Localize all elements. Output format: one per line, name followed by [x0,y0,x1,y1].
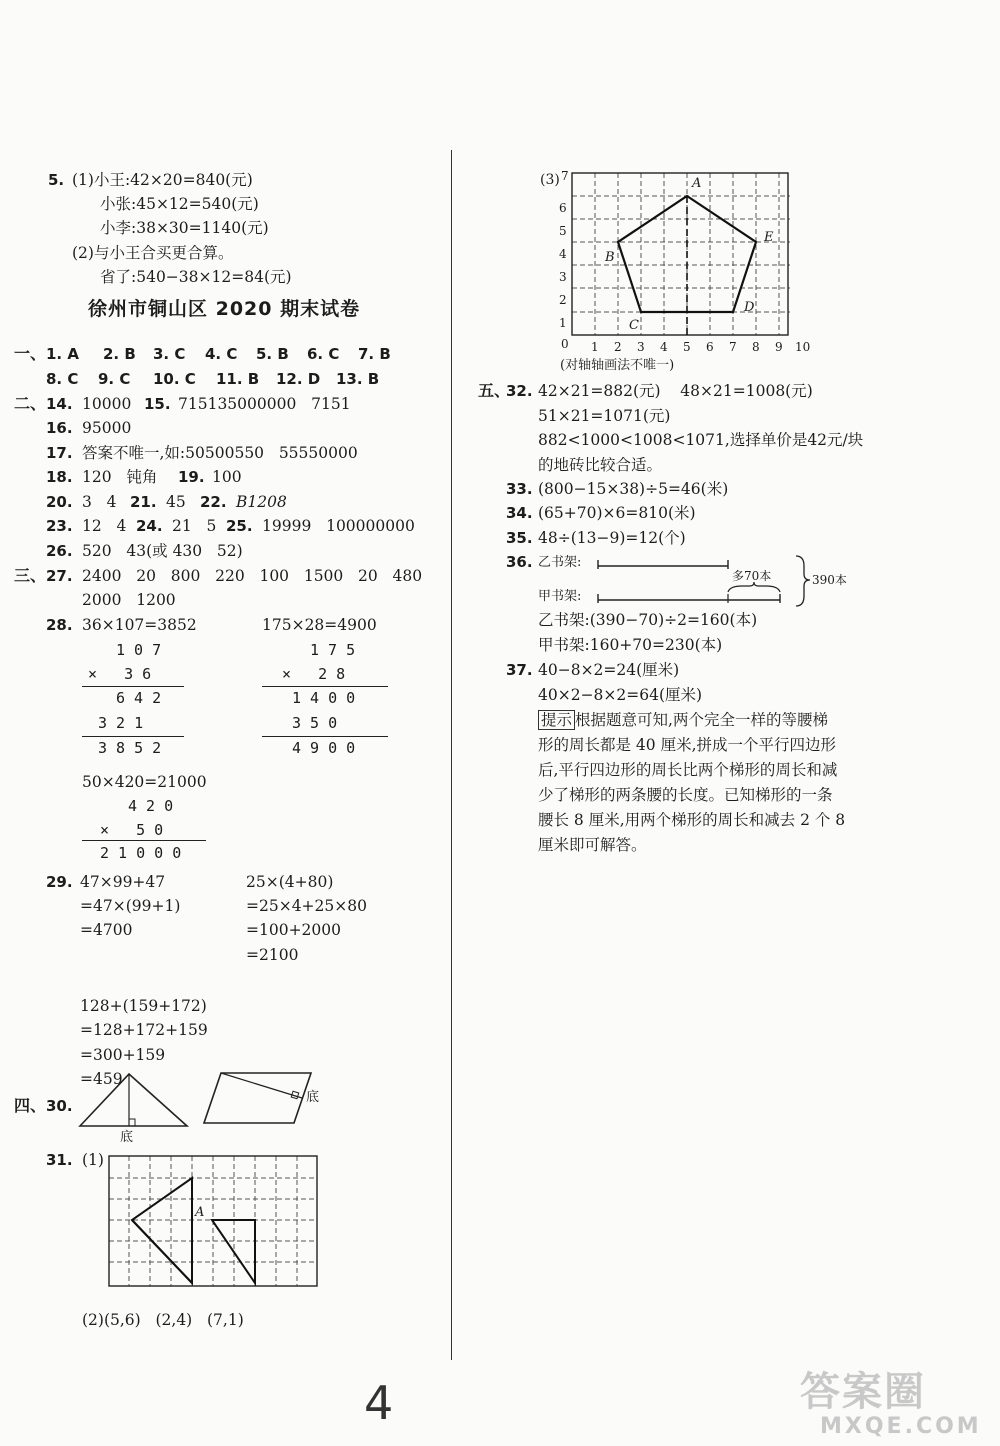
q5-line-2: 小张:45×12=540(元) [100,195,259,213]
hint-text: 少了梯形的两条腰的长度。已知梯形的一条 [538,786,833,804]
q35-number: 35. [506,529,533,547]
q36-line: 乙书架:(390−70)÷2=160(本) [538,611,758,629]
q15-number: 15. [144,395,171,413]
q18-number: 18. [46,468,73,486]
q36-line: 甲书架:160+70=230(本) [538,636,723,654]
q19-answer: 100 [212,468,242,486]
hint-line-1 [538,710,828,730]
part4-label: 四、 [14,1096,47,1115]
calc-row: × 2 8 [282,665,346,683]
hint-text: 根据题意可知,两个完全一样的等腰梯 [575,711,828,729]
q26-number: 26. [46,542,73,560]
q27-answer-1: 2400 20 800 220 100 1500 20 480 [82,567,423,585]
calc-row: 4 2 0 [128,797,174,815]
q29-step: =128+172+159 [80,1021,208,1039]
q29-step: =100+2000 [246,921,342,939]
q5-line-5: 省了:540−38×12=84(元) [100,268,292,286]
x-tick: 8 [752,340,760,354]
q29-number: 29. [46,873,73,891]
x-tick: 6 [706,340,714,354]
q29-step: =2100 [246,946,299,964]
hint-text: 形的周长都是 40 厘米,拼成一个平行四边形 [538,736,837,754]
q27-number: 27. [46,567,73,585]
watermark-text: 答案圈 [800,1369,926,1415]
q23-number: 23. [46,517,73,535]
q17-number: 17. [46,444,73,462]
q35-answer: 48÷(13−9)=12(个) [538,529,686,547]
q28-equation-3: 50×420=21000 [82,773,207,791]
q25-number: 25. [226,517,253,535]
q28-equation-1: 36×107=3852 [82,616,197,634]
shelf-difference-label: 多70本 [732,569,772,583]
hint-text: 后,平行四边形的周长比两个梯形的周长和减 [538,761,838,779]
answer-item: 10. C [153,370,196,388]
y-tick: 6 [559,201,567,215]
q24-answer: 21 5 [172,517,217,535]
origin-label: 0 [561,337,569,351]
axis-note: (对轴轴画法不唯一) [560,358,675,373]
calc-row: 6 4 2 [116,689,162,707]
calc-row: × 5 0 [100,821,164,839]
hint-text: 腰长 8 厘米,用两个梯形的周长和减去 2 个 8 [538,811,846,829]
q5-line-3: 小李:38×30=1140(元) [100,219,269,237]
watermark-logo [800,1370,982,1439]
answer-item: 9. C [98,370,131,388]
q18-answer: 120 钝角 [82,468,158,486]
part2-label: 二、 [14,394,47,413]
x-tick: 2 [614,340,622,354]
q32-line: 882<1000<1008<1071,选择单价是42元/块 [538,431,864,449]
x-tick: 5 [683,340,691,354]
calc-row: 1 7 5 [310,641,356,659]
y-tick: 4 [559,247,567,261]
vertex-c-label: C [629,318,639,333]
x-tick: 4 [660,340,668,354]
answer-item: 4. C [205,345,238,363]
point-a-label: A [195,1205,205,1220]
q29-step: =459 [80,1070,123,1088]
vertex-e-label: E [764,230,774,245]
q19-number: 19. [178,468,205,486]
q5-line-4: (2)与小王合买更合算。 [72,244,234,262]
q33-number: 33. [506,480,533,498]
vertex-a-label: A [692,176,702,191]
y-tick: 7 [561,169,569,183]
q20-number: 20. [46,493,73,511]
q14-number: 14. [46,395,73,413]
q15-answer: 715135000000 7151 [178,395,351,413]
y-tick: 3 [559,270,567,284]
q37-line: 40−8×2=24(厘米) [538,661,680,679]
answer-item: 3. C [153,345,186,363]
parallelogram-base-label: 底 [306,1090,320,1105]
q26-answer: 520 43(或 430 52) [82,542,243,560]
q21-answer: 45 [166,493,186,511]
part1-label: 一、 [14,344,47,363]
q29-step: =47×(99+1) [80,897,181,915]
q31-number: 31. [46,1151,73,1169]
answer-item: 6. C [307,345,340,363]
calc-row: 1 4 0 0 [292,689,356,707]
q24-number: 24. [136,517,163,535]
q5-number: 5. [48,171,65,189]
answer-item: 13. B [336,370,380,388]
q16-number: 16. [46,419,73,437]
q32-line: 的地砖比较合适。 [538,456,663,474]
q37-line: 40×2−8×2=64(厘米) [538,686,703,704]
y-tick: 1 [559,316,567,330]
q34-answer: (65+70)×6=810(米) [538,504,696,522]
answer-item: 5. B [256,345,289,363]
q21-number: 21. [130,493,157,511]
shelf-jia-label: 甲书架: [538,589,582,604]
q31-part2-answer: (2)(5,6) (2,4) (7,1) [82,1311,244,1329]
answer-item: 11. B [216,370,260,388]
calc-row: 2 1 0 0 0 [100,844,182,862]
q29-step: =25×4+25×80 [246,897,367,915]
q32-line: 42×21=882(元) 48×21=1008(元) [538,382,813,400]
x-tick: 10 [795,340,811,354]
handwritten-page-number: 4 [364,1376,394,1430]
q25-answer: 19999 100000000 [262,517,415,535]
q32-number: 32. [506,382,533,400]
q31-sub-label: (1) [82,1151,104,1169]
q22-answer: B1208 [236,493,287,511]
x-tick: 3 [637,340,645,354]
q14-answer: 10000 [82,395,132,413]
hint-label: 提示 [538,710,575,730]
calc-row: 3 2 1 [98,714,144,732]
q17-answer: 答案不唯一,如:50500550 55550000 [82,444,358,462]
q37-number: 37. [506,661,533,679]
x-tick: 1 [591,340,599,354]
hint-text: 厘米即可解答。 [538,836,647,854]
x-tick: 7 [729,340,737,354]
q16-answer: 95000 [82,419,132,437]
shelf-yi-label: 乙书架: [538,555,582,570]
calc-row: 3 5 0 [292,714,338,732]
q33-answer: (800−15×38)÷5=46(米) [538,480,729,498]
q23-answer: 12 4 [82,517,127,535]
q29-step: 47×99+47 [80,873,166,891]
q20-answer: 3 4 [82,493,117,511]
q29-step: 25×(4+80) [246,873,334,891]
calc-row: 1 0 7 [116,641,162,659]
q5-line-1: (1)小王:42×20=840(元) [72,171,253,189]
answer-item: 12. D [276,370,321,388]
q29-step: =300+159 [80,1046,166,1064]
vertex-d-label: D [744,300,755,315]
q32-line: 51×21=1071(元) [538,407,671,425]
part3-label: 三、 [14,566,47,585]
q28-number: 28. [46,616,73,634]
calc-row: 3 8 5 2 [98,739,162,757]
answer-item: 2. B [103,345,136,363]
y-tick: 2 [559,293,567,307]
vertex-b-label: B [605,250,615,265]
q27-answer-2: 2000 1200 [82,591,176,609]
y-tick: 5 [559,224,567,238]
triangle-base-label: 底 [120,1130,134,1145]
answer-item: 7. B [358,345,391,363]
watermark-url: MXQE.COM [820,1414,982,1439]
q22-number: 22. [200,493,227,511]
part5-label: 五、 [478,381,511,400]
q34-number: 34. [506,504,533,522]
answer-item: 8. C [46,370,79,388]
q3-label: (3) [540,172,560,188]
x-tick: 9 [775,340,783,354]
shelf-total-label: 390本 [812,573,847,587]
calc-row: × 3 6 [88,665,152,683]
calc-row: 4 9 0 0 [292,739,356,757]
q30-number: 30. [46,1097,73,1115]
q29-step: 128+(159+172) [80,997,207,1015]
q28-equation-2: 175×28=4900 [262,616,377,634]
answer-item: 1. A [46,345,79,363]
exam-title: 徐州市铜山区 2020 期末试卷 [88,298,361,320]
q29-step: =4700 [80,921,133,939]
q36-number: 36. [506,553,533,571]
